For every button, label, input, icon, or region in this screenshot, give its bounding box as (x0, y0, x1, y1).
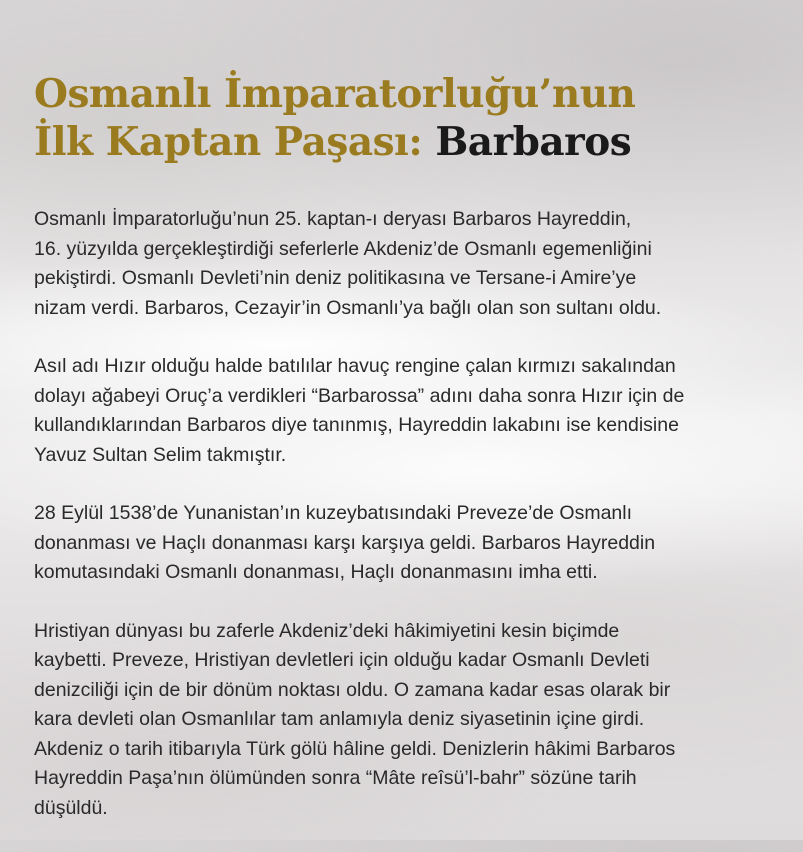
paragraph-3 (34, 499, 784, 588)
paragraph-line: donanması ve Haçlı donanması karşı karşıya geldi. Barbaros Hayreddin (34, 531, 656, 554)
title-accent-barbaros: Barbaros (435, 119, 632, 165)
paragraph-line: pekiştirdi. Osmanlı Devleti’nin deniz politikasına ve Tersane-i Amire’ye (34, 267, 637, 289)
paragraph-line: düşüldü. (34, 796, 108, 819)
paragraph-line: Asıl adı Hızır olduğu halde batılılar havuç rengine çalan kırmızı sakalından (34, 355, 676, 377)
paragraph-line: 16. yüzyılda gerçekleştirdiği seferlerle Akdeniz’de Osmanlı egemenliğini (34, 237, 652, 260)
article-title (34, 70, 774, 166)
paragraph-line: kullandıklarından Barbaros diye tanınmış, Hayreddin lakabını ise kendisine (34, 414, 679, 436)
paragraph-1 (34, 205, 784, 323)
paragraph-4 (34, 617, 784, 824)
paragraph-line: Hayreddin Paşa’nın ölümünden sonra “Mâte reîsü’l-bahr” sözüne tarih (34, 767, 637, 789)
paragraph-line: kaybetti. Preveze, Hristiyan devletleri için olduğu kadar Osmanlı Devleti (34, 649, 650, 671)
paragraph-line: komutasındaki Osmanlı donanması, Haçlı donanmasını imha etti. (34, 561, 598, 583)
paragraph-line: nizam verdi. Barbaros, Cezayir’in Osmanlı’ya bağlı olan son sultanı oldu. (34, 296, 662, 319)
paragraph-line: kara devleti olan Osmanlılar tam anlamıyla deniz siyasetinin içine girdi. (34, 708, 645, 730)
paragraph-line: Yavuz Sultan Selim takmıştır. (34, 443, 287, 466)
article-body (34, 205, 784, 852)
title-line-2 (34, 118, 774, 166)
title-line-1: Osmanlı İmparatorluğu’nun (34, 71, 636, 117)
paragraph-line: Osmanlı İmparatorluğu’nun 25. kaptan-ı deryası Barbaros Hayreddin, (34, 208, 632, 230)
paragraph-line: denizciliği için de bir dönüm noktası oldu. O zamana kadar esas olarak bir (34, 678, 671, 701)
paragraph-2 (34, 352, 784, 470)
paragraph-line: dolayı ağabeyi Oruç’a verdikleri “Barbarossa” adını daha sonra Hızır için de (34, 384, 685, 407)
paragraph-line: 28 Eylül 1538’de Yunanistan’ın kuzeybatısındaki Preveze’de Osmanlı (34, 502, 633, 524)
paragraph-line: Akdeniz o tarih itibarıyla Türk gölü hâline geldi. Denizlerin hâkimi Barbaros (34, 737, 676, 760)
paragraph-line: Hristiyan dünyası bu zaferle Akdeniz’deki hâkimiyetini kesin biçimde (34, 619, 620, 642)
title-line-2-prefix: İlk Kaptan Paşası: (34, 119, 436, 165)
